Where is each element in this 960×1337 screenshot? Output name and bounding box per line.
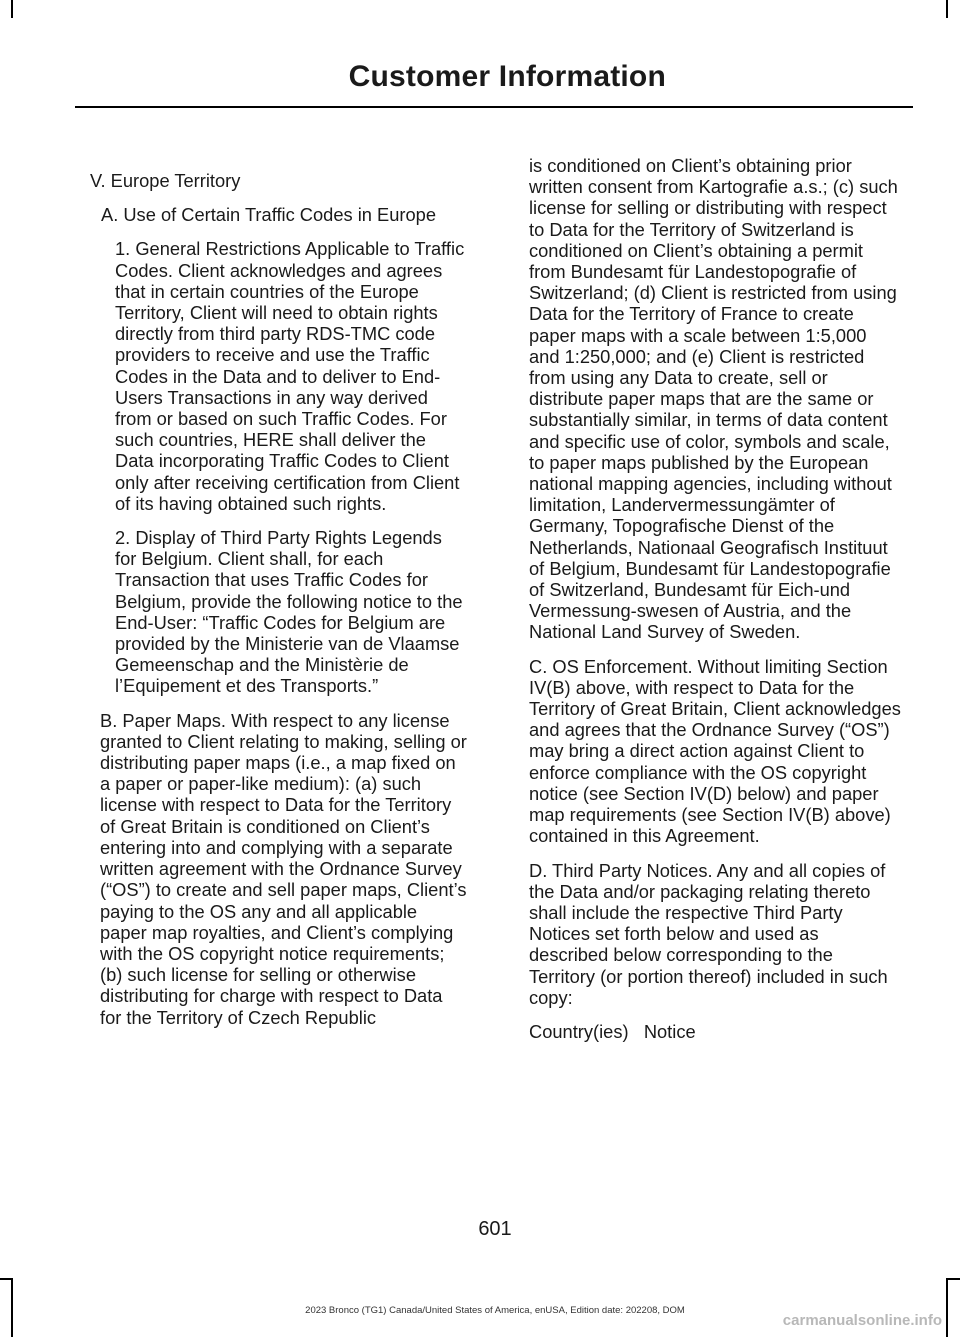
crop-mark-bottom-left-h — [0, 1278, 13, 1280]
clause-paragraph: 1. General Restrictions Applicable to Traffic Codes. Client acknowledges and agrees that in certain countries of the Europe Territory, Client will need to obtain rights directly from third party RDS-TMC code providers to receive and use the Traffic Codes in the Data and to deliver to End-Users Transactions in any way derived from or based on such Traffic Codes. For such countries, HERE shall deliver the Data incorporating Traffic Codes to Client only after receiving certification from Client of its having obtained such rights. — [115, 238, 465, 514]
header-divider — [75, 106, 913, 108]
right-column — [529, 155, 901, 1055]
table-header-country: Country(ies) — [529, 1020, 629, 1042]
left-column — [90, 170, 468, 1041]
crop-mark-top-right — [946, 0, 948, 18]
clause-paragraph: B. Paper Maps. With respect to any license granted to Client relating to making, selling or distributing paper maps (i.e., a map fixed on a paper or paper-like medium): (a) such license with respect to Data for the Territory of Great Britain is conditioned on Client’s entering into and complying with a separate written agreement with the Ordnance Survey (“OS”) to create and sell paper maps, Client’s paying to the OS any and all applicable paper map royalties, and Client’s complying with the OS copyright notice requirements; (b) such license for selling or otherwise distributing for charge with respect to Data for the Territory of Czech Republic — [100, 709, 467, 1028]
section-heading: V. Europe Territory — [90, 170, 241, 191]
clause-paragraph: C. OS Enforcement. Without limiting Section IV(B) above, with respect to Data for the Territory of Great Britain, Client acknowledges and agrees that the Ordnance Survey (“OS”) may bring a direct action against Client to enforce compliance with the OS copyright notice (see Section IV(D) below) and paper map requirements (see Section IV(B) above) contained in this Agreement. — [529, 655, 901, 847]
page-title: Customer Information — [348, 60, 666, 93]
notice-table-header — [529, 1021, 901, 1042]
watermark: carmanualsonline.info — [782, 1312, 942, 1329]
crop-mark-top-left — [11, 0, 13, 18]
footer-edition-info: 2023 Bronco (TG1) Canada/United States of America, enUSA, Edition date: 202208, DOM — [305, 1305, 685, 1316]
clause-paragraph: is conditioned on Client’s obtaining prior written consent from Kartografie a.s.; (c) such license for selling or distributing with respect to Data for the Territory of Switzerland is conditioned on Client’s obtaining a permit from Bundesamt für Landestopografie of Switzerland; (d) Client is restricted from using Data for the Territory of France to create paper maps with a scale between 1:5,000 and 1:250,000; and (e) Client is restricted from using any Data to create, sell or distribute paper maps that are the same or substantially similar, in terms of data content and specific use of color, symbols and scale, to paper maps published by the European national mapping agencies, including without limitation, Landervermessungämter of Germany, Topografische Dienst of the Netherlands, Nationaal Geografisch Instituut of Belgium, Bundesamt für Landestopografie of Switzerland, Bundesamt für Eich-und Vermessung-swesen of Austria, and the National Land Survey of Sweden. — [529, 155, 898, 643]
clause-paragraph: 2. Display of Third Party Rights Legends for Belgium. Client shall, for each Transaction that uses Traffic Codes for Belgium, provide the following notice to the End-User: “Traffic Codes for Belgium are provided by the Ministerie van de Vlaamse Gemeenschap and the Ministèrie de l’Equipement et des Transports.” — [115, 527, 463, 697]
page-number: 601 — [478, 1218, 512, 1240]
table-header-notice: Notice — [643, 1020, 696, 1042]
subsection-heading: A. Use of Certain Traffic Codes in Europe — [101, 204, 436, 226]
crop-mark-bottom-right-h — [946, 1278, 960, 1280]
clause-paragraph: D. Third Party Notices. Any and all copies of the Data and/or packaging relating thereto shall include the respective Third Party Notices set forth below and used as described below corresponding to the Territory (or portion thereof) included in such copy: — [529, 859, 888, 1008]
